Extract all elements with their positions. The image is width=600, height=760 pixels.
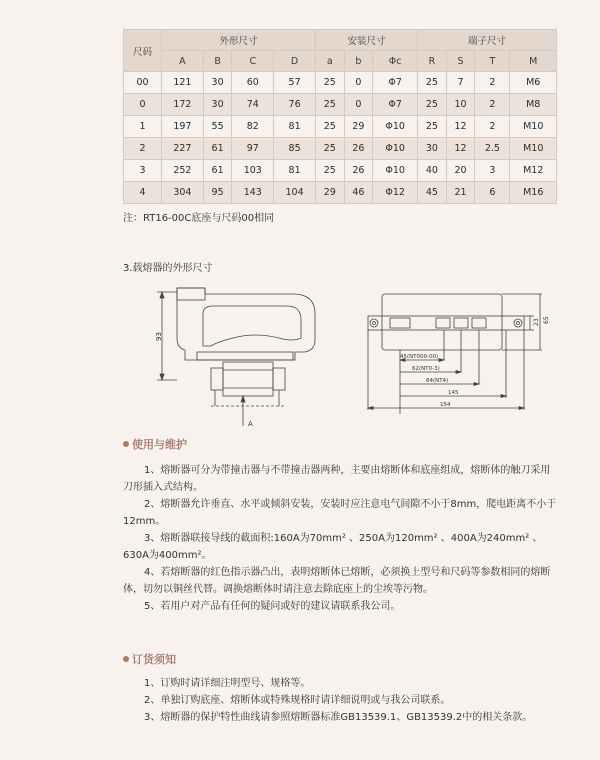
dim-93-label: 93 (155, 332, 163, 341)
dim-84-label: 84(NT4) (426, 378, 449, 384)
row-code-cell: 4 (124, 182, 162, 204)
group-header-outline: 外形尺寸 (162, 30, 316, 51)
col-header: D (274, 51, 316, 72)
table-cell: 74 (232, 94, 274, 116)
table-cell: 12 (446, 138, 475, 160)
table-cell: 26 (344, 160, 373, 182)
row-code-cell: 2 (124, 138, 162, 160)
table-row (124, 72, 557, 94)
table-cell: 40 (418, 160, 447, 182)
order-item: 2、单独订购底座、熔断体或特殊规格时请详细说明或与我公司联系。 (144, 695, 451, 706)
code-header: 尺码 (124, 30, 162, 72)
bullet-dot-icon (123, 441, 129, 447)
table-cell: Φ12 (373, 182, 418, 204)
usage-item: 3、熔断器联接导线的截面积:160A为70mm² 、250A为120mm² 、400A为240mm² 、630A为400mm²。 (123, 533, 543, 561)
col-header: b (344, 51, 373, 72)
usage-heading (123, 436, 187, 452)
table-row (124, 94, 557, 116)
col-header: T (475, 51, 510, 72)
table-cell: 20 (446, 160, 475, 182)
order-item: 1、订购时请详细注明型号、规格等。 (144, 678, 311, 689)
table-cell: 0 (344, 72, 373, 94)
table-cell: 82 (232, 116, 274, 138)
table-cell: M12 (510, 160, 557, 182)
table-cell: 12 (446, 116, 475, 138)
table-cell: 25 (315, 94, 344, 116)
table-note: 注：RT16-00C底座与尺码00相同 (123, 213, 275, 224)
table-cell: 61 (203, 138, 232, 160)
table-cell: Φ10 (373, 138, 418, 160)
table-cell: 2 (475, 94, 510, 116)
table-cell: 25 (418, 72, 447, 94)
arrow-a-label: A (248, 420, 253, 428)
table-cell: 26 (344, 138, 373, 160)
usage-title: 使用与维护 (132, 438, 187, 451)
col-header: A (162, 51, 204, 72)
carrier-side-drawing (155, 280, 335, 430)
table-cell: M10 (510, 116, 557, 138)
table-cell: 97 (232, 138, 274, 160)
table-row (124, 138, 557, 160)
table-cell: 29 (315, 182, 344, 204)
table-cell: 30 (418, 138, 447, 160)
table-cell: 25 (418, 94, 447, 116)
dimension-table (123, 29, 557, 204)
col-header: C (232, 51, 274, 72)
table-cell: Φ10 (373, 160, 418, 182)
bullet-dot-icon (123, 656, 129, 662)
table-cell: 3 (475, 160, 510, 182)
table-cell: 25 (315, 138, 344, 160)
table-cell: 7 (446, 72, 475, 94)
table-cell: 46 (344, 182, 373, 204)
col-header: B (203, 51, 232, 72)
group-header-install: 安装尺寸 (315, 30, 417, 51)
table-cell: 2 (475, 72, 510, 94)
table-cell: 30 (203, 72, 232, 94)
table-cell: 104 (274, 182, 316, 204)
table-cell: 121 (162, 72, 204, 94)
table-cell: 0 (344, 94, 373, 116)
carrier-top-drawing (356, 290, 550, 414)
table-cell: 197 (162, 116, 204, 138)
table-cell: 25 (315, 160, 344, 182)
table-cell: 25 (315, 116, 344, 138)
table-cell: 60 (232, 72, 274, 94)
section3-title: 3.载熔器的外形尺寸 (123, 263, 213, 274)
table-cell: M8 (510, 94, 557, 116)
table-cell: 304 (162, 182, 204, 204)
row-code-cell: 1 (124, 116, 162, 138)
table-cell: 81 (274, 160, 316, 182)
table-cell: M6 (510, 72, 557, 94)
table-body (124, 72, 557, 204)
table-header-row (124, 30, 557, 51)
table-cell: 227 (162, 138, 204, 160)
usage-item: 4、若熔断器的红色指示器凸出，表明熔断体已熔断，必须换上型号和尺码等参数相同的熔断体，切勿以铜丝代替。调换熔断体时请注意去除底座上的尘埃等污物。 (123, 567, 551, 595)
row-code-cell: 0 (124, 94, 162, 116)
table-cell: 10 (446, 94, 475, 116)
order-item: 3、熔断器的保护特性曲线请参照熔断器标准GB13539.1、GB13539.2中的相关条款。 (144, 712, 533, 723)
order-title: 订货须知 (132, 653, 176, 666)
usage-item: 1、熔断器可分为带撞击器与不带撞击器两种，主要由熔断体和底座组成，熔断体的触刀采用刀形插入式结构。 (123, 465, 551, 493)
table-cell: 76 (274, 94, 316, 116)
table-cell: 25 (315, 72, 344, 94)
group-header-terminal: 端子尺寸 (418, 30, 557, 51)
table-cell: 85 (274, 138, 316, 160)
col-header: a (315, 51, 344, 72)
usage-list (123, 462, 559, 615)
dim-145-label: 145 (448, 390, 459, 396)
col-header: Φc (373, 51, 418, 72)
table-cell: 2.5 (475, 138, 510, 160)
table-cell: 25 (418, 116, 447, 138)
dim-45-label: 45(NT000-00) (400, 354, 439, 360)
table-cell: 252 (162, 160, 204, 182)
dim-62-label: 62(NT0-3) (412, 366, 440, 372)
table-cell: 143 (232, 182, 274, 204)
table-cell: 81 (274, 116, 316, 138)
row-code-cell: 00 (124, 72, 162, 94)
table-row (124, 160, 557, 182)
table-cell: Φ7 (373, 94, 418, 116)
table-cell: 30 (203, 94, 232, 116)
col-header: S (446, 51, 475, 72)
table-cell: 29 (344, 116, 373, 138)
table-cell: M10 (510, 138, 557, 160)
order-list (123, 675, 559, 726)
table-cell: 172 (162, 94, 204, 116)
table-cell: 95 (203, 182, 232, 204)
table-cell: 55 (203, 116, 232, 138)
table-cell: 45 (418, 182, 447, 204)
table-cell: Φ7 (373, 72, 418, 94)
table-cell: 21 (446, 182, 475, 204)
table-cell: 2 (475, 116, 510, 138)
table-cell: 57 (274, 72, 316, 94)
table-row (124, 182, 557, 204)
table-cell: M16 (510, 182, 557, 204)
col-header: R (418, 51, 447, 72)
dim-65-label: 65 (543, 316, 550, 324)
table-subheader-row (124, 51, 557, 72)
table-cell: 6 (475, 182, 510, 204)
row-code-cell: 3 (124, 160, 162, 182)
order-heading (123, 651, 176, 667)
dim-154-label: 154 (440, 402, 451, 408)
col-header: M (510, 51, 557, 72)
table-cell: 61 (203, 160, 232, 182)
usage-item: 5、若用户对产品有任何的疑问或好的建议请联系我公司。 (144, 601, 401, 612)
table-cell: Φ10 (373, 116, 418, 138)
usage-item: 2、熔断器允许垂直、水平或倾斜安装，安装时应注意电气间隙不小于8mm，爬电距离不小于12mm。 (123, 499, 557, 527)
dim-23-label: 23 (533, 318, 540, 326)
table-row (124, 116, 557, 138)
table-cell: 103 (232, 160, 274, 182)
